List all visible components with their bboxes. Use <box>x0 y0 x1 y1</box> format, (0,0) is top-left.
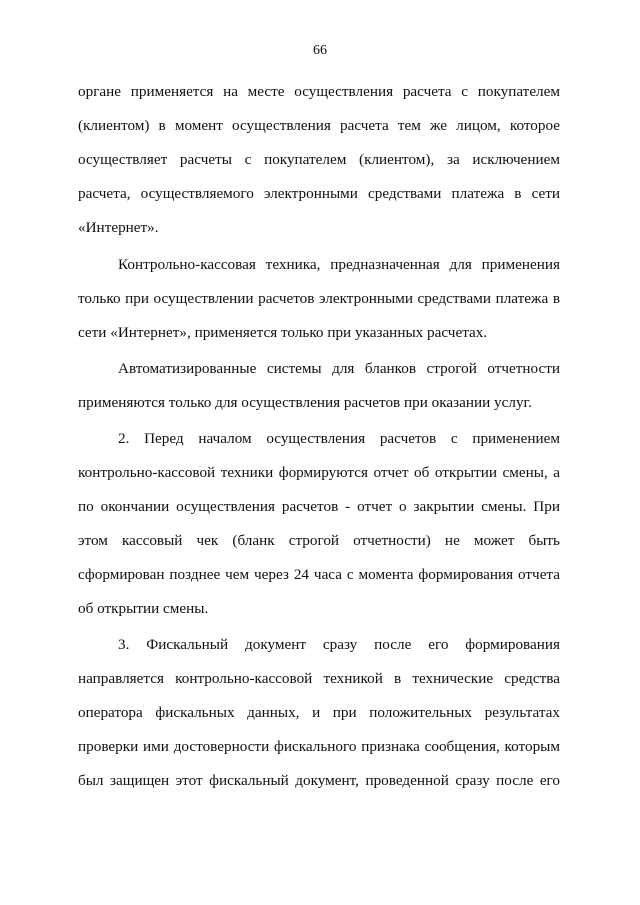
page-number: 66 <box>313 43 327 58</box>
text-line: 2. Перед началом осуществления расчетов с применением <box>118 430 560 447</box>
text-line: осуществляет расчеты с покупателем (клиентом), за исключением <box>78 151 560 168</box>
text-line: Контрольно-кассовая техника, предназначенная для применения <box>118 256 560 273</box>
text-line: направляется контрольно-кассовой техникой в технические средства <box>78 670 560 687</box>
text-line: Автоматизированные системы для бланков строгой отчетности <box>118 360 560 377</box>
text-line: 3. Фискальный документ сразу после его формирования <box>118 636 560 653</box>
text-line: применяются только для осуществления расчетов при оказании услуг. <box>78 394 532 411</box>
text-line: оператора фискальных данных, и при положительных результатах <box>78 704 560 721</box>
text-line: этом кассовый чек (бланк строгой отчетности) не может быть <box>78 532 560 549</box>
text-line: проверки ими достоверности фискального признака сообщения, которым <box>78 738 560 755</box>
text-line: контрольно-кассовой техники формируются отчет об открытии смены, а <box>78 464 560 481</box>
text-line: был защищен этот фискальный документ, проведенной сразу после его <box>78 772 560 789</box>
text-line: по окончании осуществления расчетов - отчет о закрытии смены. При <box>78 498 560 515</box>
text-line: сети «Интернет», применяется только при указанных расчетах. <box>78 324 488 341</box>
text-line: об открытии смены. <box>78 600 209 617</box>
text-line: расчета, осуществляемого электронными средствами платежа в сети <box>78 185 560 202</box>
text-line: (клиентом) в момент осуществления расчета тем же лицом, которое <box>78 117 560 134</box>
text-line: «Интернет». <box>78 219 159 236</box>
text-line: органе применяется на месте осуществления расчета с покупателем <box>78 83 560 100</box>
text-line: сформирован позднее чем через 24 часа с момента формирования отчета <box>78 566 560 583</box>
text-line: только при осуществлении расчетов электронными средствами платежа в <box>78 290 560 307</box>
